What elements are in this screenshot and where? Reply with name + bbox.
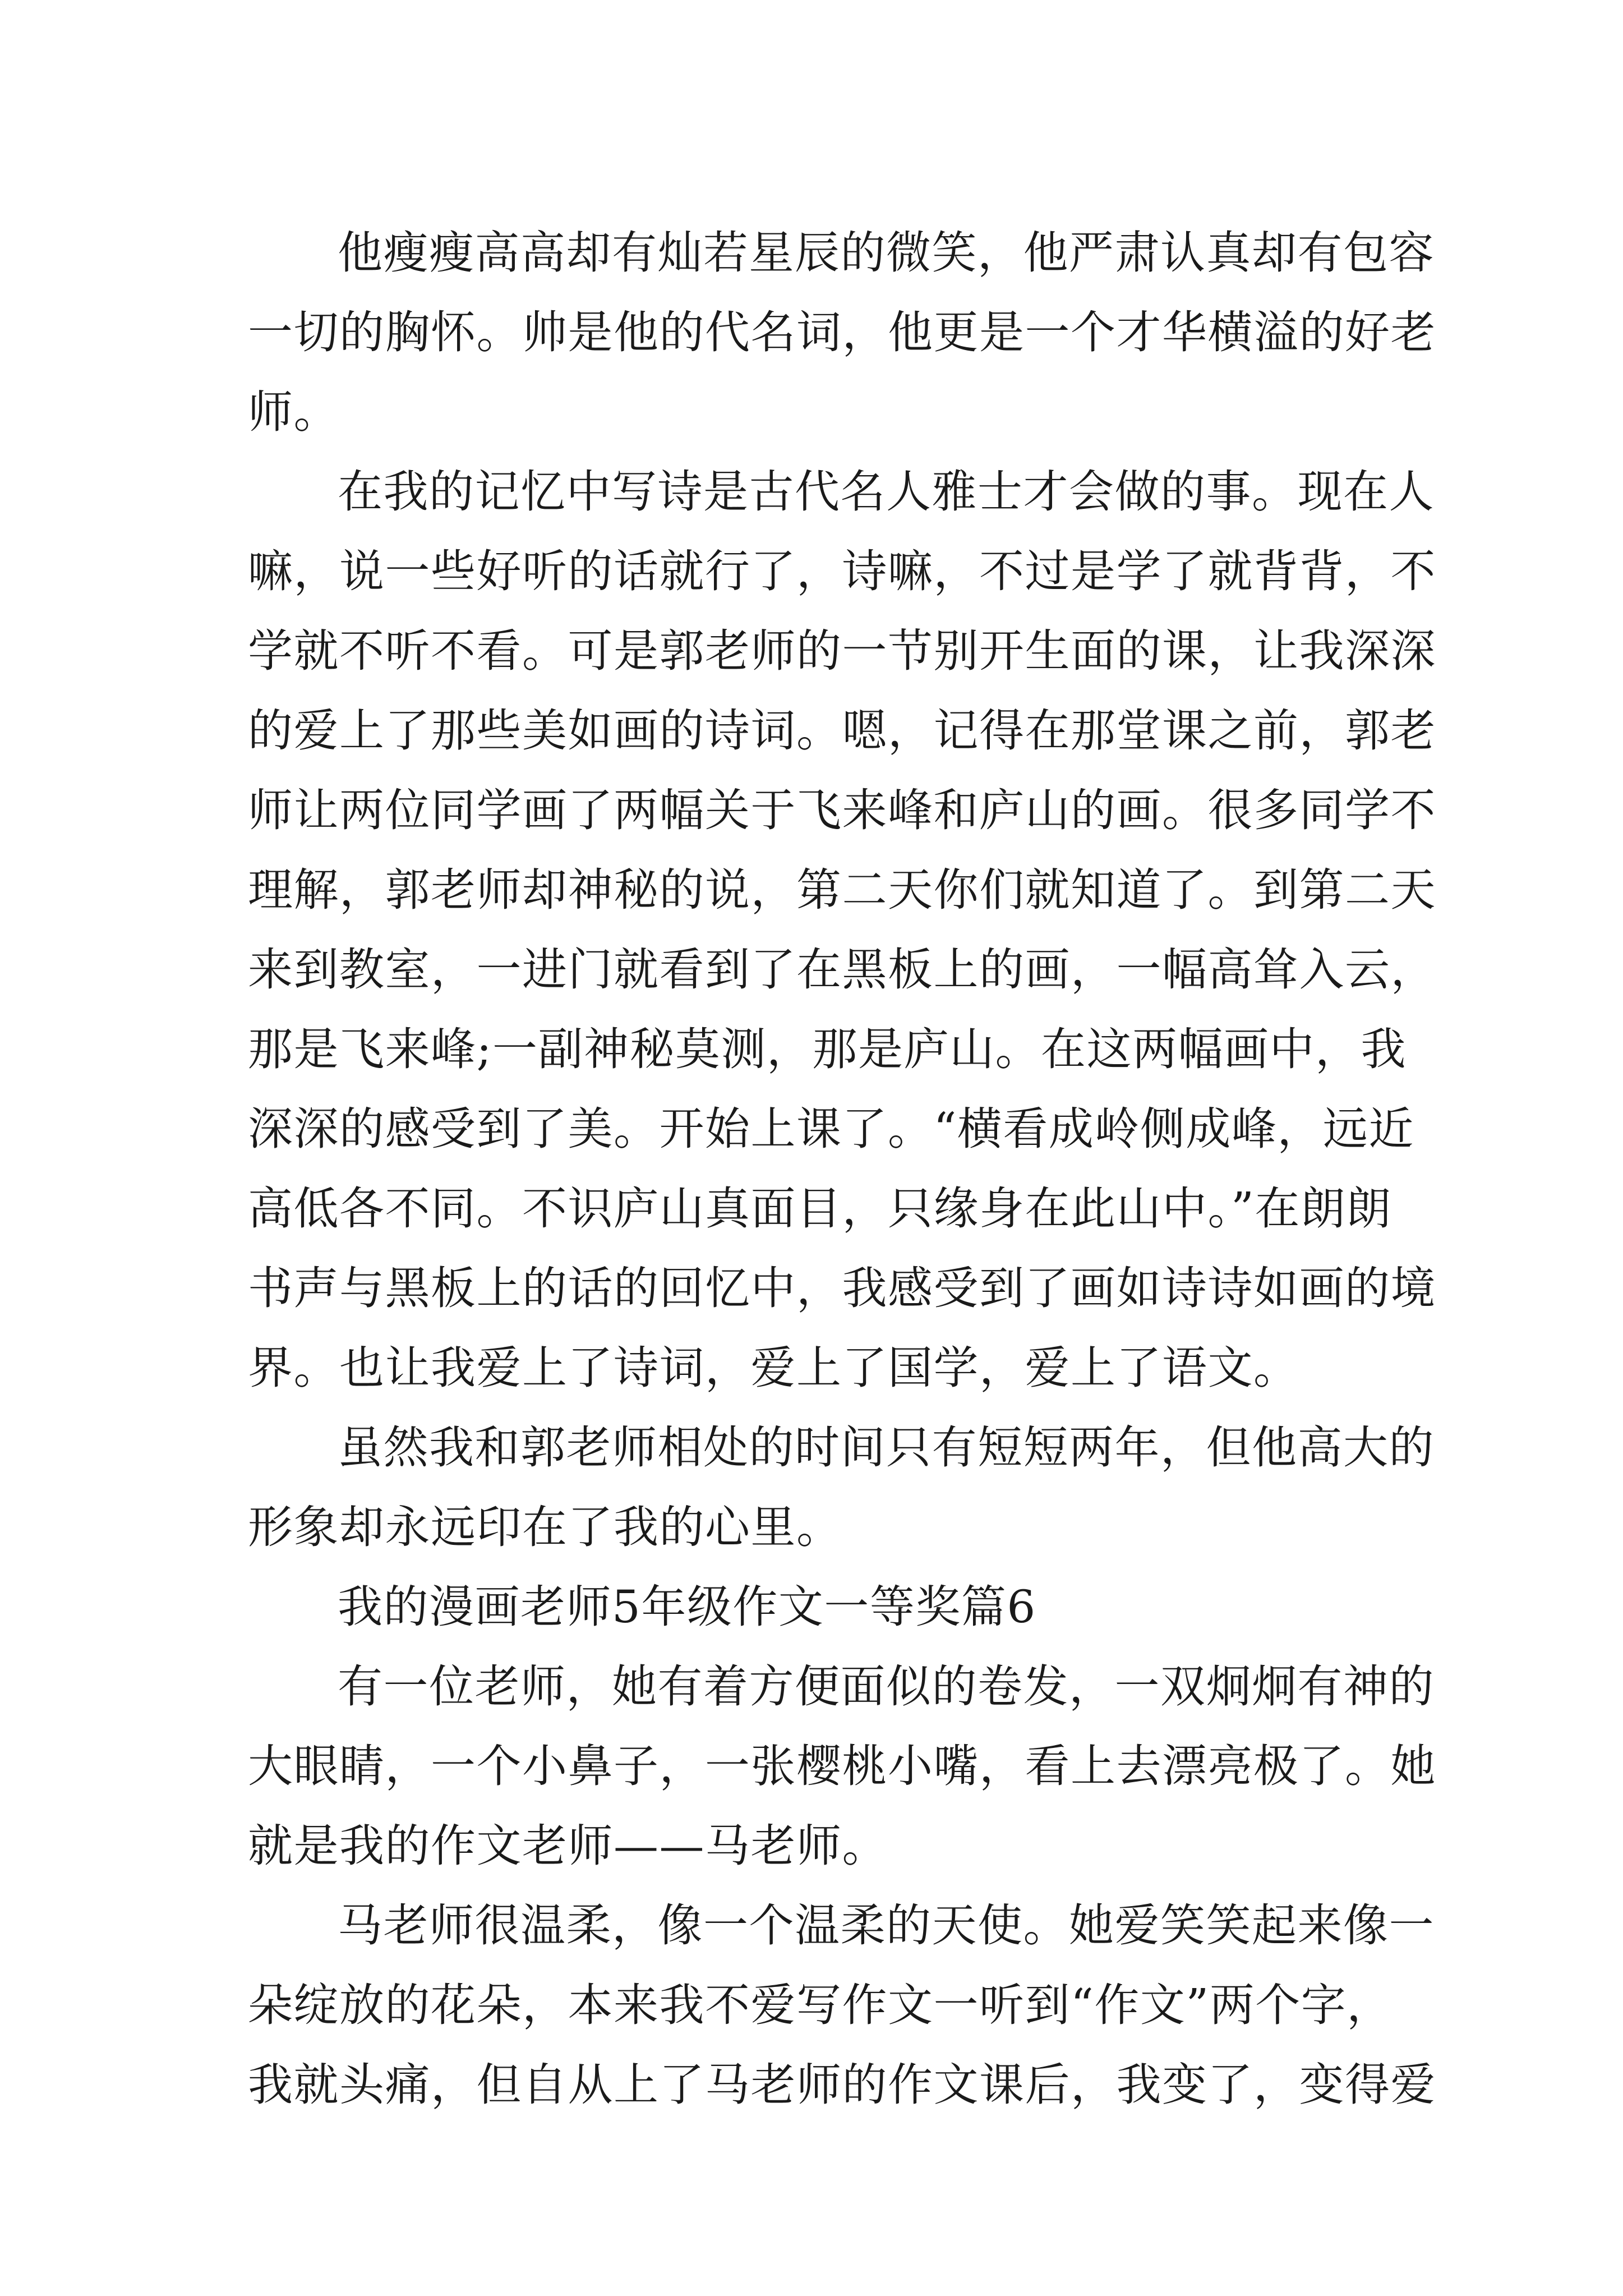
document-body bbox=[248, 213, 1436, 2125]
text-line: 我的漫画老师5年级作文一等奖篇6 bbox=[338, 1581, 1036, 1633]
text-line: 书声与黑板上的话的回忆中，我感受到了画如诗诗如画的境 bbox=[248, 1262, 1436, 1314]
text-line: 学就不听不看。可是郭老师的一节别开生面的课，让我深深 bbox=[248, 625, 1436, 677]
text-line: 界。也让我爱上了诗词，爱上了国学，爱上了语文。 bbox=[248, 1342, 1299, 1394]
text-line: 大眼睛，一个小鼻子，一张樱桃小嘴，看上去漂亮极了。她 bbox=[248, 1740, 1436, 1792]
text-line: 理解，郭老师却神秘的说，第二天你们就知道了。到第二天 bbox=[248, 864, 1436, 916]
text-line: 那是飞来峰;一副神秘莫测，那是庐山。在这两幅画中，我 bbox=[248, 1023, 1407, 1075]
text-line: 就是我的作文老师——马老师。 bbox=[248, 1820, 888, 1872]
text-line: 我就头痛，但自从上了马老师的作文课后，我变了，变得爱 bbox=[248, 2059, 1436, 2111]
text-line: 师。 bbox=[248, 386, 339, 438]
text-line: 嘛，说一些好听的话就行了，诗嘛，不过是学了就背背，不 bbox=[248, 545, 1436, 597]
text-line: 虽然我和郭老师相处的时间只有短短两年，但他高大的 bbox=[338, 1421, 1435, 1474]
text-line: 有一位老师，她有着方便面似的卷发，一双炯炯有神的 bbox=[338, 1660, 1435, 1713]
text-line: 来到教室，一进门就看到了在黑板上的画，一幅高耸入云， bbox=[248, 944, 1436, 996]
text-line: 一切的胸怀。帅是他的代名词，他更是一个才华横溢的好老 bbox=[248, 306, 1436, 358]
text-line: 他瘦瘦高高却有灿若星辰的微笑，他严肃认真却有包容 bbox=[338, 227, 1435, 279]
text-line: 深深的感受到了美。开始上课了。“横看成岭侧成峰，远近 bbox=[248, 1103, 1414, 1155]
text-line: 形象却永远印在了我的心里。 bbox=[248, 1501, 842, 1553]
text-line: 在我的记忆中写诗是古代名人雅士才会做的事。现在人 bbox=[338, 466, 1435, 518]
text-line: 高低各不同。不识庐山真面目，只缘身在此山中。”在朗朗 bbox=[248, 1182, 1392, 1235]
text-line: 朵绽放的花朵，本来我不爱写作文一听到“作文”两个字， bbox=[248, 1979, 1393, 2031]
text-line: 师让两位同学画了两幅关于飞来峰和庐山的画。很多同学不 bbox=[248, 784, 1436, 836]
text-line: 马老师很温柔，像一个温柔的天使。她爱笑笑起来像一 bbox=[338, 1899, 1435, 1952]
text-line: 的爱上了那些美如画的诗词。嗯，记得在那堂课之前，郭老 bbox=[248, 705, 1436, 757]
